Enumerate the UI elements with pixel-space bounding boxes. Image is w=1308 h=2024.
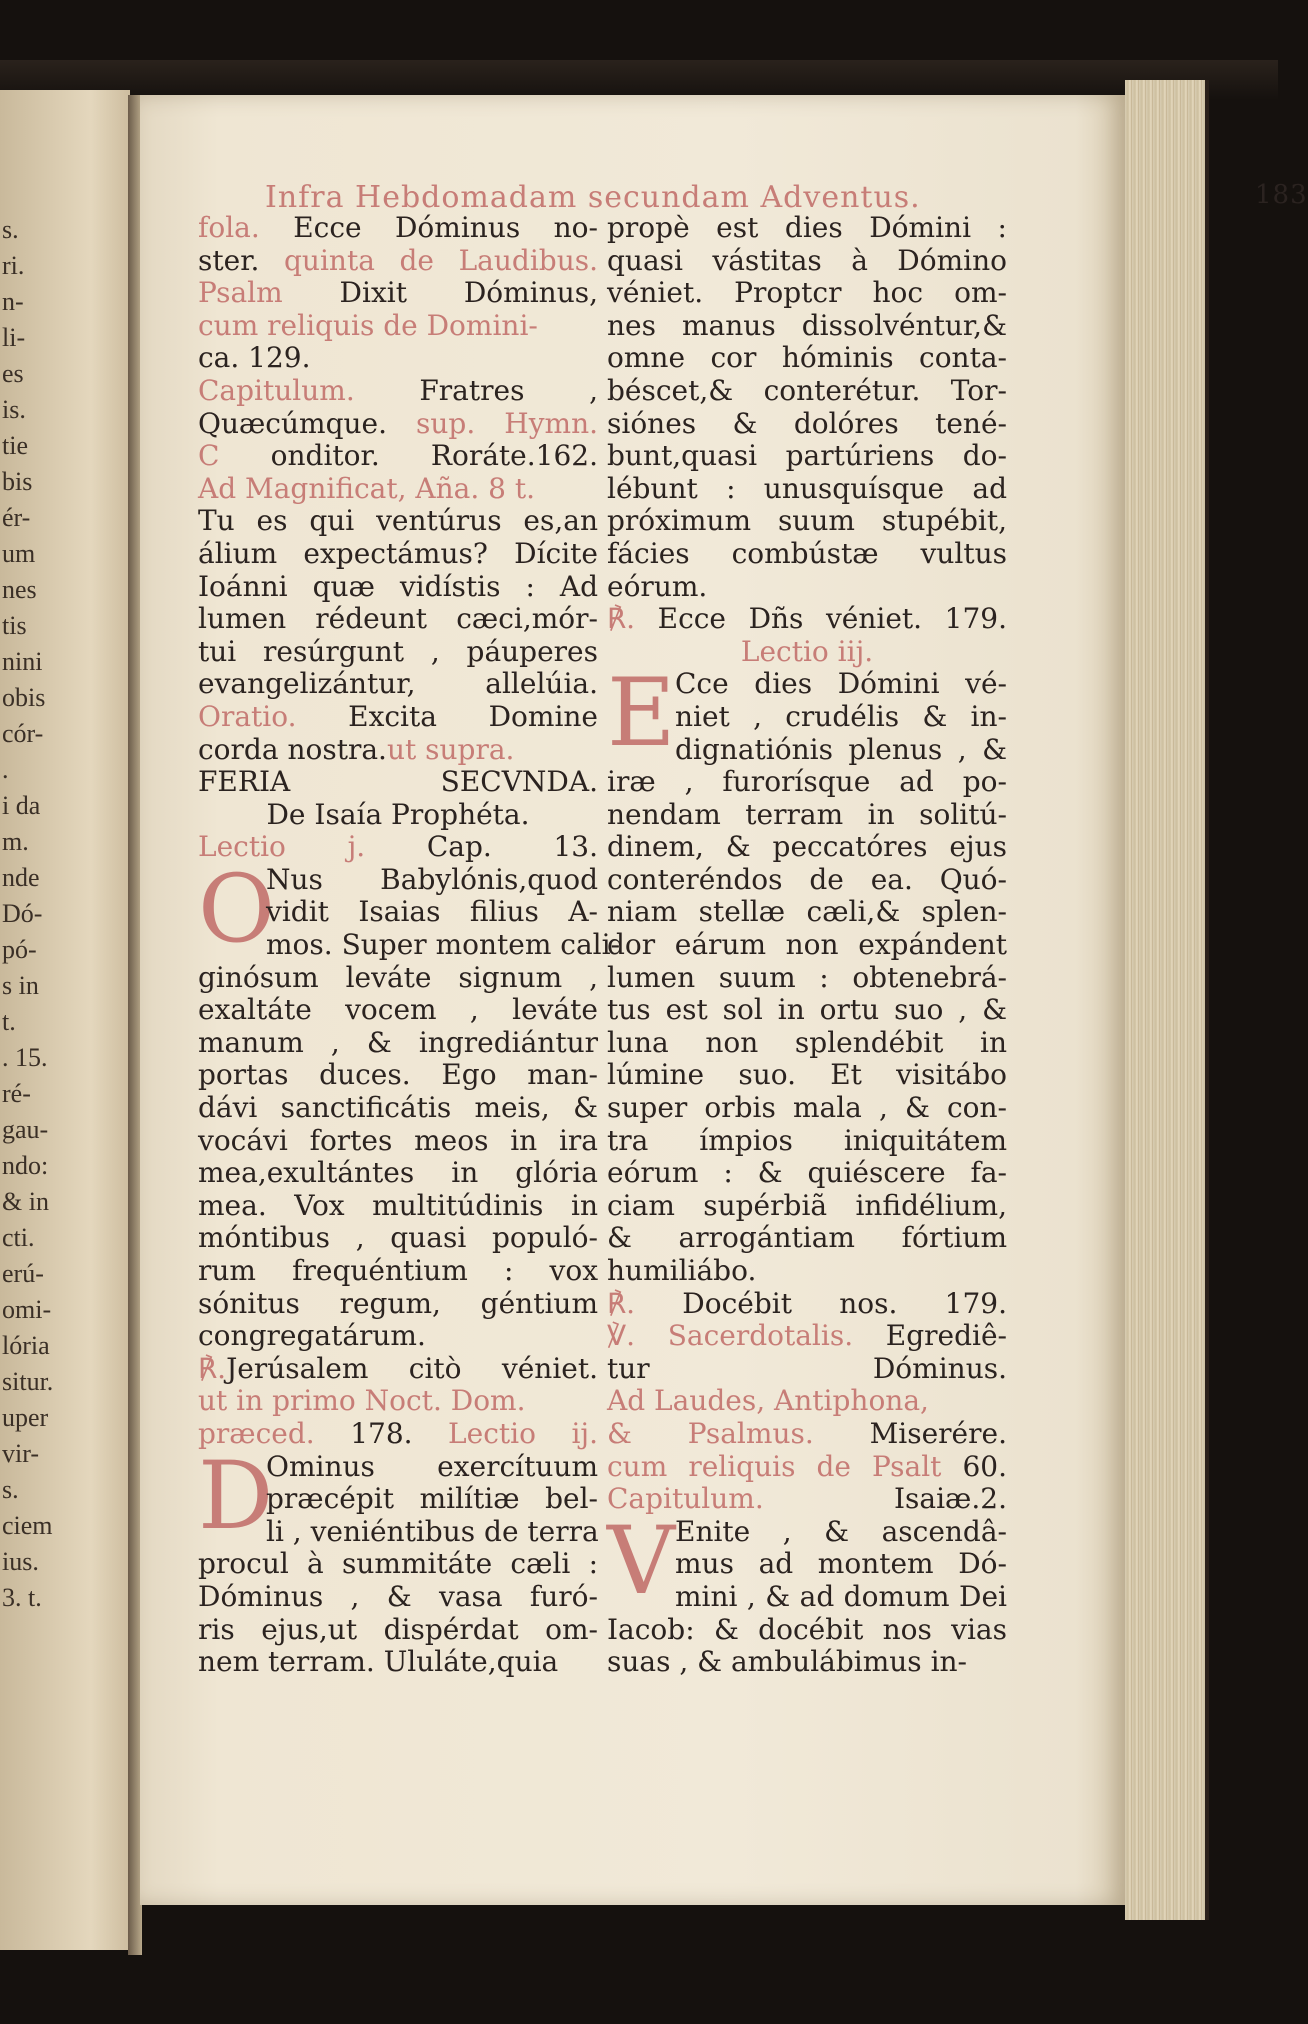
body-text: ciam supérbiã infidélium, bbox=[607, 1188, 1007, 1222]
body-text: Fratres , bbox=[354, 373, 598, 407]
text-line bbox=[198, 668, 598, 701]
text-line bbox=[607, 766, 1007, 799]
rubric-text: Capitulum. bbox=[607, 1482, 764, 1516]
body-text: & arrogántiam fórtium bbox=[607, 1221, 1007, 1255]
body-text: ster. bbox=[198, 243, 260, 277]
facing-page-fragment: ré- bbox=[2, 1079, 31, 1108]
body-text: béscet,& conterétur. Tor- bbox=[607, 373, 1007, 407]
facing-page-fragment: bis bbox=[2, 467, 33, 496]
text-line bbox=[607, 1288, 1007, 1321]
body-text: lébunt : unusquísque ad bbox=[607, 471, 1007, 505]
body-text: præcépit milítiæ bel- bbox=[266, 1482, 598, 1516]
text-line bbox=[607, 571, 1007, 604]
text-line bbox=[198, 1222, 598, 1255]
body-text: tra ímpios iniquitátem bbox=[607, 1123, 1007, 1157]
text-line bbox=[607, 1190, 1007, 1223]
body-text: 178. bbox=[314, 1416, 413, 1450]
rubric-text: ut supra. bbox=[386, 732, 515, 766]
text-line bbox=[607, 603, 1007, 636]
body-text: mea,exultántes in glória bbox=[198, 1156, 598, 1190]
text-line bbox=[607, 1483, 1007, 1516]
text-line bbox=[607, 1125, 1007, 1158]
facing-page-fragment: tis bbox=[2, 611, 27, 640]
body-text: Nus Babylónis,quod bbox=[266, 862, 598, 896]
facing-page-fragment: nes bbox=[2, 575, 37, 604]
text-line bbox=[198, 962, 598, 995]
text-line bbox=[198, 831, 598, 864]
facing-page-fragment: gau- bbox=[2, 1115, 49, 1144]
facing-page-edge bbox=[0, 90, 130, 1950]
running-head-text: Infra Hebdomadam secundam Adventus. bbox=[265, 180, 921, 215]
text-line bbox=[607, 277, 1007, 310]
body-text: Ioánni quæ vidístis : Ad bbox=[198, 569, 598, 603]
body-text: 60. bbox=[941, 1449, 1007, 1483]
body-text: Jerúsalem citò véniet. bbox=[226, 1351, 598, 1385]
text-line bbox=[607, 896, 1007, 929]
body-text: ris ejus,ut dispérdat om- bbox=[198, 1612, 598, 1646]
text-line bbox=[198, 1157, 598, 1190]
facing-page-fragment: ér- bbox=[2, 503, 31, 532]
text-line bbox=[607, 1059, 1007, 1092]
text-line bbox=[198, 1190, 598, 1223]
rubric-text: ℟. bbox=[607, 1286, 636, 1320]
body-text: lumen suum : obtenebrá- bbox=[607, 960, 1007, 994]
text-line bbox=[607, 1451, 1007, 1484]
rubric-text: Lectio ij. bbox=[412, 1416, 598, 1450]
body-text: ginósum leváte signum , bbox=[198, 960, 598, 994]
text-line bbox=[607, 375, 1007, 408]
body-text: Dixit Dóminus, bbox=[282, 276, 598, 310]
body-text: dor eárum non expándent bbox=[607, 928, 1007, 962]
text-line bbox=[198, 1027, 598, 1060]
body-text: FERIA SECVNDA. bbox=[198, 765, 598, 799]
lectio-2-paragraph bbox=[198, 1441, 599, 1679]
text-line bbox=[198, 1418, 598, 1451]
facing-page-fragment: erú- bbox=[2, 1259, 44, 1288]
text-line bbox=[198, 212, 598, 245]
body-text: dávi sanctificátis meis, & bbox=[198, 1091, 598, 1125]
rubric-text: Psalm bbox=[198, 276, 283, 310]
body-text: Quæcúmque. bbox=[198, 406, 387, 440]
body-text: omne cor hóminis conta- bbox=[607, 341, 1007, 375]
rubric-text: Capitulum. bbox=[198, 373, 355, 407]
facing-page-fragment: ius. bbox=[2, 1547, 39, 1576]
text-line bbox=[607, 1092, 1007, 1125]
text-line bbox=[607, 962, 1007, 995]
body-text: mos. Super montem cali- bbox=[266, 928, 621, 962]
body-text: álium expectámus? Dícite bbox=[198, 536, 598, 570]
rubric-text: præced. bbox=[198, 1416, 315, 1450]
facing-page-fragment: ciem bbox=[2, 1511, 53, 1540]
text-line bbox=[198, 1125, 598, 1158]
page-number: 183 bbox=[1255, 180, 1308, 210]
rubric-text: Ad Laudes, Antiphona, bbox=[607, 1384, 929, 1418]
text-line bbox=[607, 1320, 1007, 1353]
text-line bbox=[198, 1288, 598, 1321]
body-text: super orbis mala , & con- bbox=[607, 1091, 1007, 1125]
rubric-text: & Psalmus. bbox=[607, 1416, 814, 1450]
text-line bbox=[198, 1385, 598, 1418]
text-line bbox=[607, 440, 1007, 473]
body-text: Tu es qui ventúrus es,an bbox=[198, 504, 598, 538]
facing-page-fragment: nini bbox=[2, 647, 43, 676]
left-column bbox=[198, 211, 621, 1679]
text-line bbox=[198, 440, 598, 473]
text-line bbox=[607, 212, 1007, 245]
page-block-edges bbox=[1125, 80, 1209, 1920]
body-text: mea. Vox multitúdinis in bbox=[198, 1188, 598, 1222]
text-line bbox=[198, 1353, 598, 1386]
facing-page-fragment: s. bbox=[2, 1475, 19, 1504]
body-text: tui resúrgunt , páuperes bbox=[198, 634, 598, 668]
body-text: móntibus , quasi populó- bbox=[198, 1221, 598, 1255]
body-text: Isaiæ.2. bbox=[763, 1482, 1007, 1516]
facing-page-fragment: s in bbox=[2, 971, 39, 1000]
body-text: bunt,quasi partúriens do- bbox=[607, 439, 1007, 473]
body-text: Miserére. bbox=[813, 1416, 1007, 1450]
text-line bbox=[607, 831, 1007, 864]
facing-page-fragment: vir- bbox=[2, 1439, 40, 1468]
facing-page-fragment: uper bbox=[2, 1403, 49, 1432]
body-text: corda nostra. bbox=[198, 732, 387, 766]
body-text: nendam terram in solitú- bbox=[607, 797, 1007, 831]
lectio-3-paragraph bbox=[607, 659, 1007, 1287]
body-text: Cce dies Dómini vé- bbox=[675, 667, 1007, 701]
text-line bbox=[607, 994, 1007, 1027]
text-line bbox=[198, 571, 598, 604]
text-line bbox=[198, 603, 598, 636]
text-line bbox=[198, 636, 598, 669]
text-line bbox=[607, 473, 1007, 506]
body-text: conteréndos de ea. Quó- bbox=[607, 862, 1007, 896]
text-line bbox=[607, 1222, 1007, 1255]
text-line bbox=[198, 1059, 598, 1092]
facing-page-fragment: . 15. bbox=[2, 1043, 48, 1072]
lectio-1-paragraph bbox=[198, 854, 621, 1353]
text-line bbox=[607, 1255, 1007, 1288]
facing-page-fragment: n- bbox=[2, 287, 24, 316]
body-text: Iacob: & docébit nos vias bbox=[607, 1612, 1007, 1646]
facing-page-fragment: situr. bbox=[2, 1367, 54, 1396]
text-line bbox=[198, 245, 598, 278]
body-text: Ominus exercítuum bbox=[266, 1449, 598, 1483]
facing-page-fragment: obis bbox=[2, 683, 46, 712]
body-text: sónitus regum, géntium bbox=[198, 1286, 598, 1320]
text-line bbox=[198, 505, 598, 538]
body-text: Docébit nos. 179. bbox=[635, 1286, 1007, 1320]
body-text: li , veniéntibus de terra bbox=[266, 1514, 599, 1548]
body-text: humiliábo. bbox=[607, 1254, 757, 1287]
body-text: luna non splendébit in bbox=[607, 1025, 1007, 1059]
body-text: eórum : & quiéscere fa- bbox=[607, 1156, 1007, 1190]
facing-page-fragment: cór- bbox=[2, 719, 44, 748]
text-line bbox=[198, 342, 598, 375]
facing-page-fragment: lória bbox=[2, 1331, 50, 1360]
body-text: Egrediê- bbox=[853, 1319, 1007, 1353]
text-line bbox=[198, 734, 598, 767]
rubric-text: cum reliquis de Psalt bbox=[607, 1449, 942, 1483]
text-line bbox=[607, 1385, 1007, 1418]
body-text: véniet. Proptcr hoc om- bbox=[607, 276, 1007, 310]
rubric-text: cum reliquis de Domini- bbox=[198, 308, 538, 342]
facing-page-fragment: es bbox=[2, 359, 24, 388]
body-text: dignatiónis plenus , & bbox=[675, 732, 1007, 766]
text-line bbox=[607, 1353, 1007, 1386]
text-line bbox=[607, 1157, 1007, 1190]
rubric-text: quinta de Laudibus. bbox=[259, 243, 598, 277]
facing-page-fragment: is. bbox=[2, 395, 26, 424]
body-text: onditor. Roráte.162. bbox=[219, 439, 598, 473]
body-text: congregatárum. bbox=[198, 1319, 426, 1353]
body-text: iræ , furorísque ad po- bbox=[607, 765, 1007, 799]
body-text: portas duces. Ego man- bbox=[198, 1058, 598, 1092]
body-text: Excita Domine bbox=[296, 699, 598, 733]
body-text: nes manus dissolvéntur,& bbox=[607, 308, 1007, 342]
body-text: rum frequéntium : vox bbox=[198, 1254, 598, 1287]
body-text: niam stellæ cæli,& splen- bbox=[607, 895, 1007, 929]
body-text: procul à summitáte cæli : bbox=[198, 1547, 598, 1581]
body-text: evangelizántur, allelúia. bbox=[198, 667, 598, 701]
facing-page-fragment: 3. t. bbox=[2, 1583, 42, 1612]
running-head bbox=[265, 180, 1308, 215]
text-line bbox=[198, 701, 598, 734]
rubric-text: sup. Hymn. bbox=[387, 406, 598, 440]
text-line bbox=[607, 1646, 1007, 1679]
body-text: siónes & dolóres tené- bbox=[607, 406, 1007, 440]
body-text: De Isaía Prophéta. bbox=[266, 797, 530, 831]
text-line bbox=[607, 310, 1007, 343]
body-text: quasi vástitas à Dómino bbox=[607, 243, 1007, 277]
body-text: Ecce Dóminus no- bbox=[259, 211, 598, 244]
body-text: Dóminus , & vasa furó- bbox=[198, 1579, 598, 1613]
text-line bbox=[198, 375, 598, 408]
facing-page-fragment: cti. bbox=[2, 1223, 35, 1252]
facing-page-fragment: . bbox=[2, 755, 9, 784]
text-line bbox=[198, 1548, 598, 1581]
text-line bbox=[607, 1614, 1007, 1647]
text-line bbox=[607, 538, 1007, 571]
body-text: mus ad montem Dó- bbox=[675, 1547, 1007, 1581]
body-text: manum , & ingrediántur bbox=[198, 1025, 598, 1059]
text-line bbox=[607, 408, 1007, 441]
text-line bbox=[198, 1092, 598, 1125]
text-line bbox=[198, 1320, 598, 1353]
facing-page-fragment: ri. bbox=[2, 251, 25, 280]
text-line bbox=[607, 1027, 1007, 1060]
text-line bbox=[607, 342, 1007, 375]
text-line bbox=[607, 864, 1007, 897]
rubric-text: ℣. Sacerdotalis. bbox=[607, 1319, 854, 1353]
body-text: próximum suum stupébit, bbox=[607, 504, 1007, 538]
body-text: Enite , & ascendâ- bbox=[675, 1514, 1007, 1548]
body-text: ca. 129. bbox=[198, 341, 311, 375]
decorated-initial: D bbox=[198, 1441, 274, 1551]
text-line bbox=[198, 310, 598, 343]
text-line bbox=[198, 1581, 598, 1614]
text-line bbox=[607, 799, 1007, 832]
text-line bbox=[198, 473, 598, 506]
body-text: lumen rédeunt cæci,mór- bbox=[198, 602, 598, 636]
rubric-text: ut in primo Noct. Dom. bbox=[198, 1384, 526, 1418]
facing-page-fragment: i da bbox=[2, 791, 41, 820]
body-text: vocávi fortes meos in ira bbox=[198, 1123, 598, 1157]
rubric-text: ℟. bbox=[198, 1351, 227, 1385]
body-text: exaltáte vocem , leváte bbox=[198, 993, 598, 1027]
decorated-initial: E bbox=[607, 659, 676, 769]
facing-page-fragment: um bbox=[2, 539, 36, 568]
facing-page-fragment: m. bbox=[2, 827, 29, 856]
rubric-text: Ad Magnificat, Aña. 8 t. bbox=[198, 471, 536, 505]
body-text: vidit Isaias filius A- bbox=[266, 895, 598, 929]
rubric-text: Oratio. bbox=[198, 699, 297, 733]
facing-page-fragment: & in bbox=[2, 1187, 49, 1216]
facing-page-fragment: s. bbox=[2, 215, 19, 244]
body-text: lúmine suo. Et visitábo bbox=[607, 1058, 1007, 1092]
body-text: mini , & ad domum Dei bbox=[675, 1579, 1007, 1613]
text-line bbox=[607, 505, 1007, 538]
body-text: Ecce Dñs véniet. 179. bbox=[635, 602, 1007, 636]
facing-page-fragment: Dó- bbox=[2, 899, 43, 928]
body-text: propè est dies Dómini : bbox=[607, 211, 1007, 244]
text-line bbox=[607, 1418, 1007, 1451]
body-text: fácies combústæ vultus bbox=[607, 536, 1007, 570]
book-cover-edge bbox=[0, 60, 1278, 100]
body-text: tus est sol in ortu suo , & bbox=[607, 993, 1007, 1027]
text-line bbox=[198, 799, 598, 832]
decorated-initial: O bbox=[198, 854, 276, 964]
right-column bbox=[607, 212, 1007, 1679]
rubric-text: Lectio iij. bbox=[740, 634, 874, 668]
text-line bbox=[607, 929, 1007, 962]
decorated-initial: V bbox=[607, 1506, 675, 1616]
text-line bbox=[198, 1255, 598, 1288]
facing-page-fragment: pó- bbox=[2, 935, 37, 964]
text-line bbox=[198, 408, 598, 441]
facing-page-fragment: omi- bbox=[2, 1295, 52, 1324]
facing-page-fragment: tie bbox=[2, 431, 28, 460]
text-line bbox=[198, 277, 598, 310]
text-line bbox=[198, 538, 598, 571]
text-line bbox=[607, 245, 1007, 278]
body-text: Cap. 13. bbox=[365, 830, 598, 864]
facing-page-fragment: nde bbox=[2, 863, 40, 892]
capitulum-paragraph bbox=[607, 1506, 1007, 1679]
body-text: dinem, & peccatóres ejus bbox=[607, 830, 1007, 864]
facing-page-fragment: li- bbox=[2, 323, 26, 352]
rubric-text: C bbox=[198, 439, 220, 473]
text-line bbox=[198, 994, 598, 1027]
body-text: nem terram. Ululáte,quia bbox=[198, 1645, 559, 1679]
body-text: eórum. bbox=[607, 569, 708, 603]
text-line bbox=[198, 766, 598, 799]
text-line bbox=[198, 1614, 598, 1647]
rubric-text: Lectio j. bbox=[198, 830, 366, 864]
body-text: suas , & ambulábimus in- bbox=[607, 1645, 968, 1679]
facing-page-fragment: t. bbox=[2, 1007, 16, 1036]
facing-page-fragment: ndo: bbox=[2, 1151, 49, 1180]
rubric-text: fola. bbox=[198, 211, 260, 244]
body-text: niet , crudélis & in- bbox=[675, 699, 1007, 733]
text-line bbox=[198, 1646, 598, 1679]
rubric-text: ℟. bbox=[607, 602, 636, 636]
body-text: tur Dóminus. bbox=[607, 1351, 1007, 1385]
